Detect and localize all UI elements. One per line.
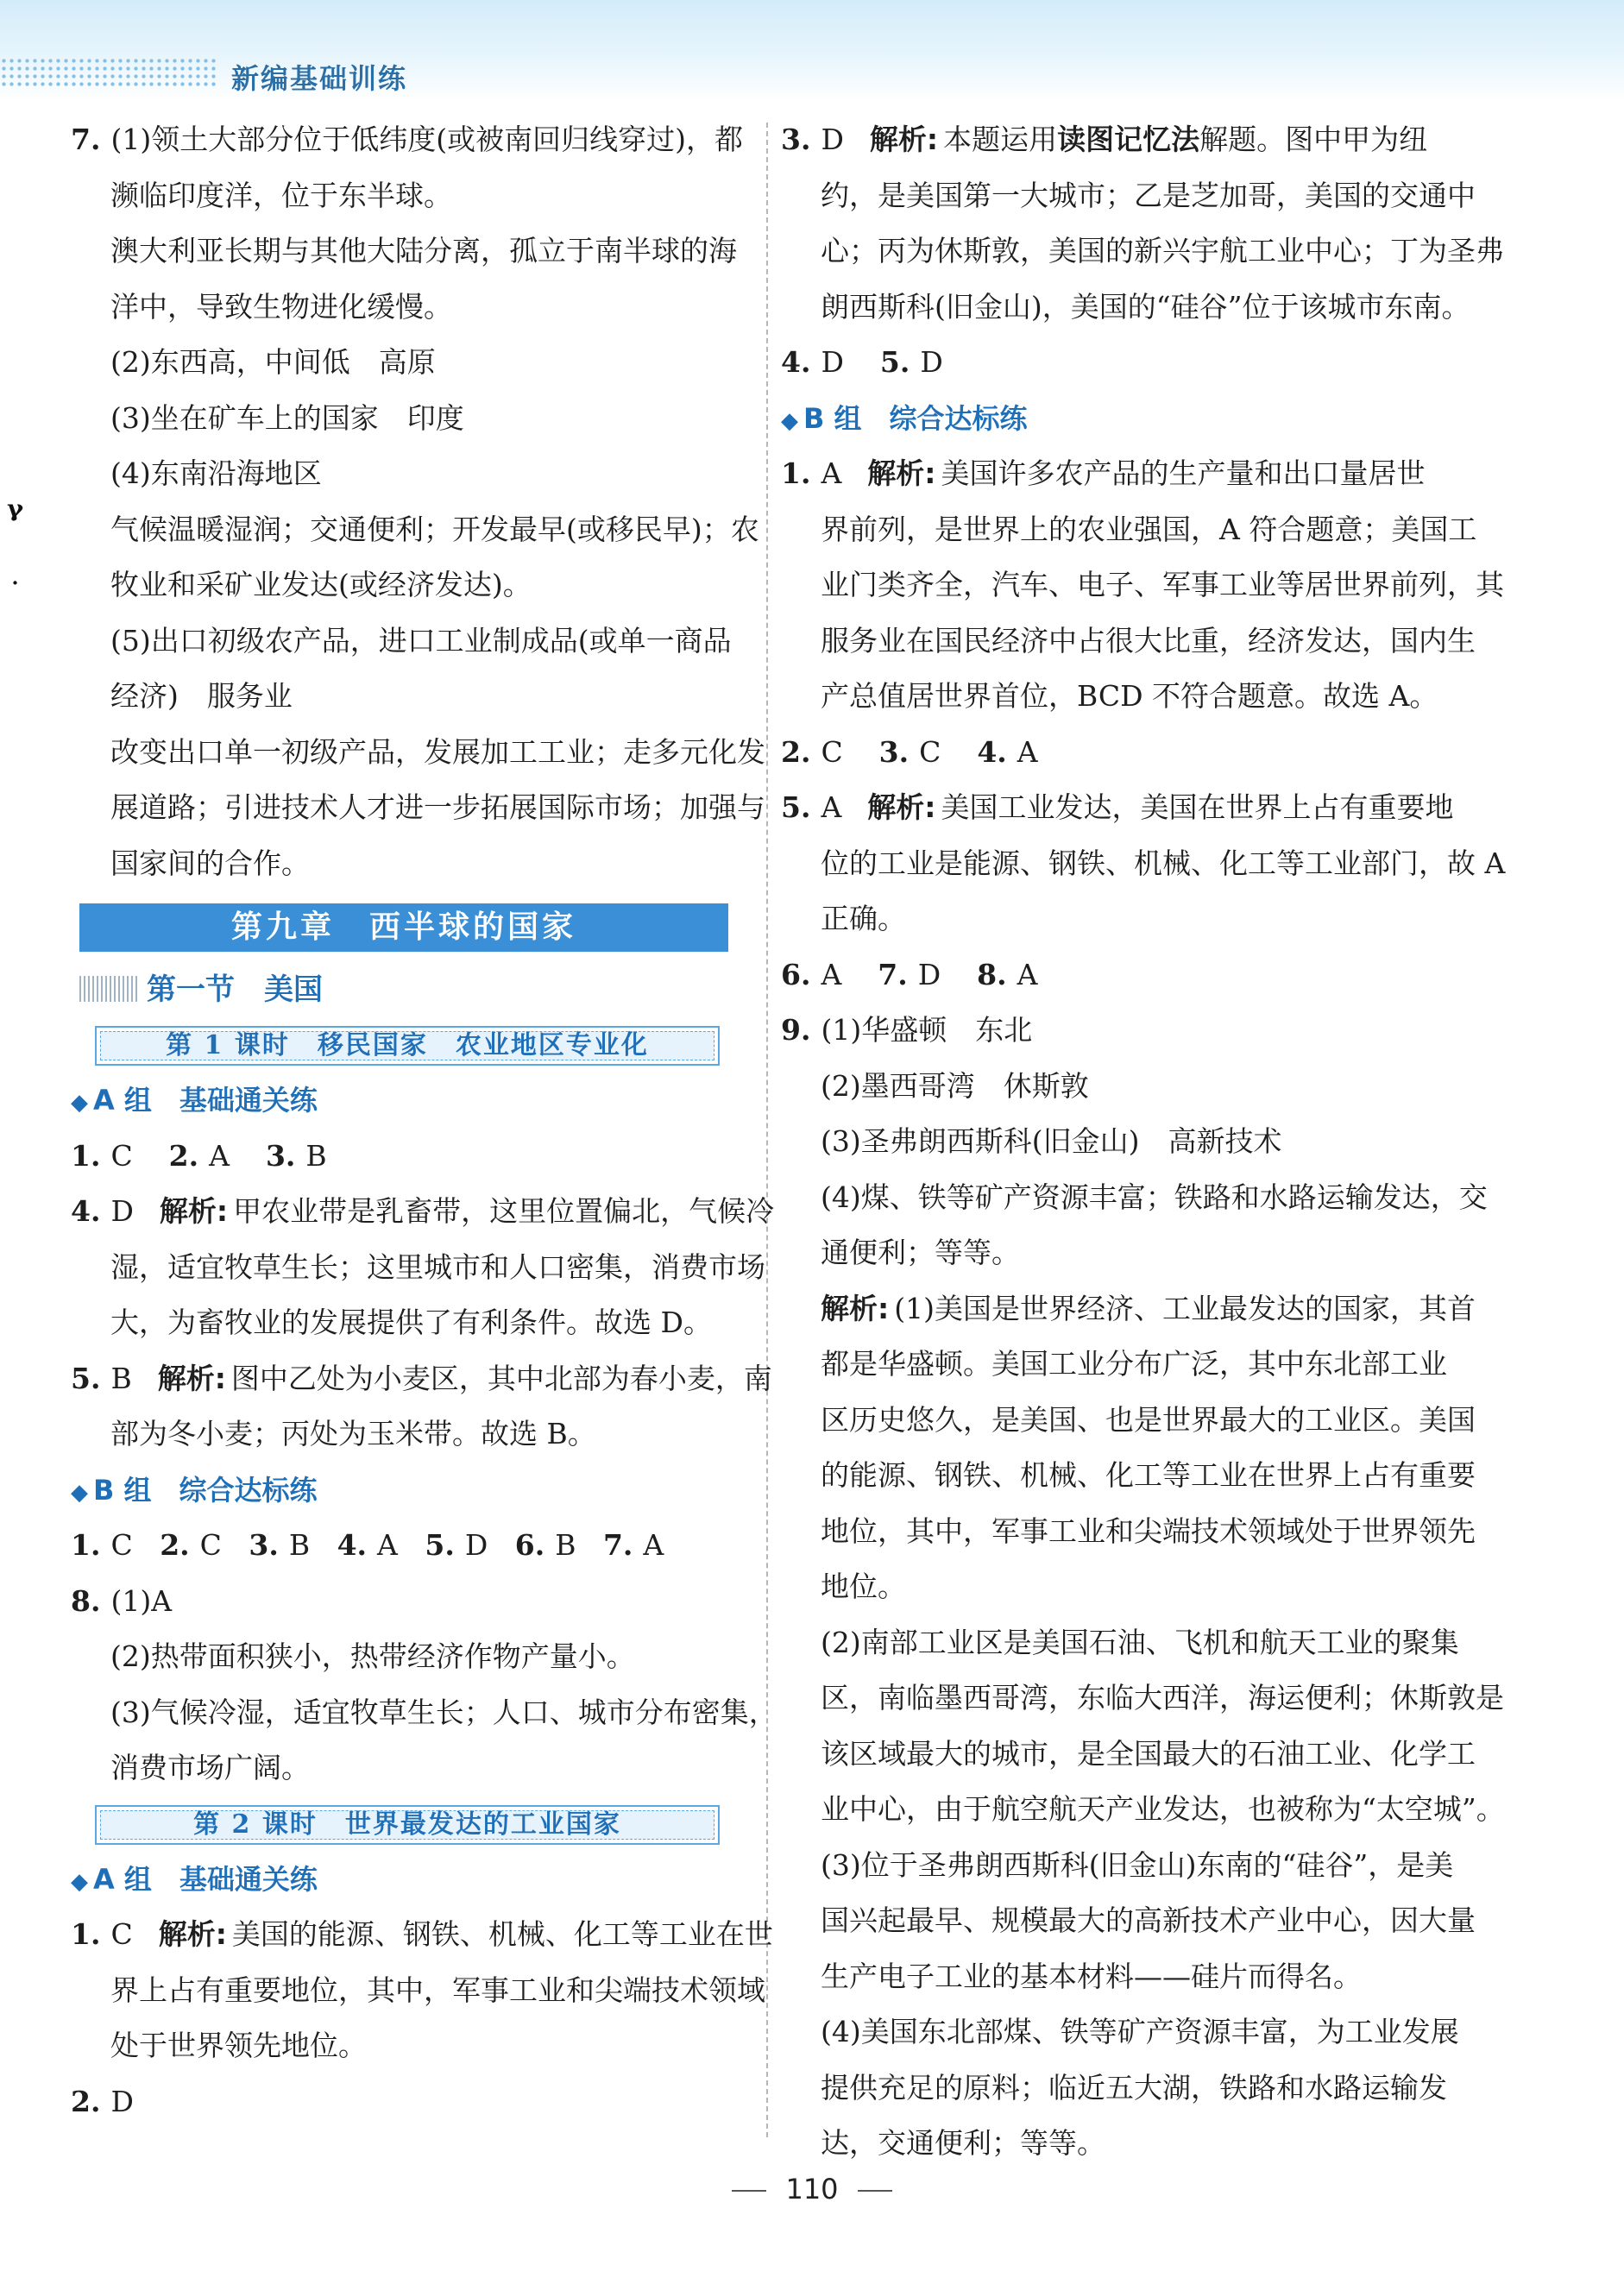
- margin-mark: ˙: [9, 578, 22, 608]
- answer-line: 提供充足的原料；临近五大湖，铁路和水路运输发: [821, 2070, 1447, 2105]
- margin-mark: ᵧ: [7, 479, 24, 525]
- answer-line: 1. C 2. A 3. B: [71, 1138, 327, 1173]
- answer-line: 5. A 解析: 美国工业发达，美国在世界上占有重要地: [781, 790, 1454, 824]
- answer-line: 2. C 3. C 4. A: [781, 734, 1038, 769]
- answer-line: 正确。: [821, 902, 906, 935]
- answer-line: 的能源、钢铁、机械、化工等工业在世界上占有重要: [821, 1458, 1476, 1492]
- answer-line: (3)坐在矿车上的国家 印度: [110, 400, 464, 435]
- answer-line: 业门类齐全，汽车、电子、军事工业等居世界前列，其: [821, 568, 1504, 601]
- answer-line: 生产电子工业的基本材料——硅片而得名。: [821, 1959, 1362, 1993]
- answer-line: 部为冬小麦；丙处为玉米带。故选 B。: [110, 1417, 596, 1450]
- answer-line: 4. D 解析: 甲农业带是乳畜带，这里位置偏北，气候冷: [71, 1194, 775, 1228]
- answer-line: (2)热带面积狭小，热带经济作物产量小。: [110, 1639, 635, 1673]
- lesson-title: 第 2 课时 世界最发达的工业国家: [95, 1805, 720, 1845]
- answer-line: 牧业和采矿业发达(或经济发达)。: [110, 568, 532, 601]
- answer-line: 展道路；引进技术人才进一步拓展国际市场；加强与: [110, 790, 765, 824]
- answer-line: 7. (1)领土大部分位于低纬度(或被南回归线穿过)，都: [71, 123, 743, 156]
- answer-line: 洋中，导致生物进化缓慢。: [110, 289, 452, 324]
- answer-line: 解析: (1)美国是世界经济、工业最发达的国家，其首: [821, 1291, 1476, 1325]
- answer-line: (3)气候冷湿，适宜牧草生长；人口、城市分布密集，: [110, 1695, 777, 1729]
- answer-line: (4)煤、铁等矿产资源丰富；铁路和水路运输发达，交: [821, 1180, 1488, 1214]
- group-heading: ◆ A 组 基础通关练: [71, 1084, 318, 1117]
- answer-line: 区，南临墨西哥湾，东临大西洋，海运便利；休斯敦是: [821, 1681, 1504, 1715]
- answer-line: 澳大利亚长期与其他大陆分离，孤立于南半球的海: [110, 234, 737, 267]
- answer-line: 改变出口单一初级产品，发展加工工业；走多元化发: [110, 734, 765, 769]
- header-title: 新编基础训练: [231, 62, 408, 95]
- answer-line: 通便利；等等。: [821, 1236, 1020, 1269]
- answer-line: 区历史悠久，是美国、也是世界最大的工业区。美国: [821, 1402, 1476, 1437]
- answer-line: 服务业在国民经济中占很大比重，经济发达，国内生: [821, 623, 1476, 658]
- answer-line: 3. D 解析: 本题运用读图记忆法解题。图中甲为纽: [781, 123, 1428, 156]
- group-heading: ◆ A 组 基础通关练: [71, 1862, 318, 1896]
- answer-line: 气候温暖湿润；交通便利；开发最早(或移民早)；农: [110, 512, 759, 546]
- diamond-icon: ◆: [781, 407, 798, 434]
- answer-line: 2. D: [71, 2084, 134, 2118]
- dash-decoration: [858, 2190, 892, 2192]
- answer-line: (2)东西高，中间低 高原: [110, 345, 436, 379]
- answer-line: (3)位于圣弗朗西斯科(旧金山)东南的“硅谷”，是美: [821, 1847, 1454, 1882]
- answer-line: 8. (1)A: [71, 1583, 173, 1618]
- answer-line: (4)美国东北部煤、铁等矿产资源丰富，为工业发展: [821, 2015, 1459, 2048]
- answer-line: 产总值居世界首位，BCD 不符合题意。故选 A。: [821, 679, 1438, 713]
- answer-line: 该区域最大的城市，是全国最大的石油工业、化学工: [821, 1736, 1476, 1771]
- highlight-term: 读图记忆法: [1057, 123, 1200, 156]
- chapter-title: 第九章 西半球的国家: [79, 903, 728, 952]
- answer-line: 国兴起最早、规模最大的高新技术产业中心，因大量: [821, 1903, 1476, 1937]
- answer-line: (4)东南沿海地区: [110, 456, 322, 490]
- answer-line: (2)墨西哥湾 休斯敦: [821, 1068, 1089, 1103]
- answer-line: 界前列，是世界上的农业强国，A 符合题意；美国工: [821, 512, 1477, 546]
- lesson-banner: [71, 1017, 771, 1073]
- answer-line: 处于世界领先地位。: [110, 2029, 367, 2062]
- answer-line: 国家间的合作。: [110, 846, 310, 880]
- diamond-icon: ◆: [71, 1090, 88, 1116]
- right-column: [781, 112, 1506, 2172]
- diamond-icon: ◆: [71, 1479, 88, 1506]
- answer-line: 1. A 解析: 美国许多农产品的生产量和出口量居世: [781, 456, 1426, 490]
- answer-line: 位的工业是能源、钢铁、机械、化工等工业部门，故 A: [821, 846, 1506, 880]
- left-column: [71, 112, 777, 2130]
- answer-line: (5)出口初级农产品，进口工业制成品(或单一商品: [110, 623, 732, 658]
- lesson-title: 第 1 课时 移民国家 农业地区专业化: [95, 1026, 720, 1066]
- answer-line: 9. (1)华盛顿 东北: [781, 1013, 1033, 1047]
- answer-line: 业中心，由于航空航天产业发达，也被称为“太空城”。: [821, 1792, 1505, 1826]
- answer-line: 6. A 7. D 8. A: [781, 957, 1038, 991]
- answer-line: (3)圣弗朗西斯科(旧金山) 高新技术: [821, 1124, 1282, 1158]
- answer-line: (2)南部工业区是美国石油、飞机和航天工业的聚集: [821, 1625, 1459, 1659]
- group-heading: ◆ B 组 综合达标练: [71, 1473, 318, 1507]
- answer-line: 约，是美国第一大城市；乙是芝加哥，美国的交通中: [821, 178, 1476, 212]
- stripe-decoration: [79, 976, 140, 1002]
- diamond-icon: ◆: [71, 1868, 88, 1895]
- answer-line: 1. C 2. C 3. B 4. A 5. D 6. B 7. A: [71, 1528, 664, 1562]
- answer-line: 朗西斯科(旧金山)，美国的“硅谷”位于该城市东南。: [821, 289, 1470, 324]
- answer-line: 消费市场广阔。: [110, 1751, 310, 1784]
- answer-line: 1. C 解析: 美国的能源、钢铁、机械、化工等工业在世: [71, 1917, 773, 1951]
- header-dot-pattern: [0, 57, 216, 86]
- answer-line: 5. B 解析: 图中乙处为小麦区，其中北部为春小麦，南: [71, 1361, 772, 1395]
- dash-decoration: [732, 2190, 766, 2192]
- answer-line: 地位，其中，军事工业和尖端技术领域处于世界领先: [821, 1513, 1476, 1548]
- group-heading: ◆ B 组 综合达标练: [781, 401, 1028, 435]
- answer-line: 心；丙为休斯敦，美国的新兴宇航工业中心；丁为圣弗: [821, 234, 1504, 267]
- page-number: 110: [0, 2173, 1624, 2205]
- lesson-banner: [71, 1796, 771, 1852]
- section-title: 第一节 美国: [71, 962, 771, 1017]
- answer-line: 经济) 服务业: [110, 679, 293, 713]
- answer-line: 湿，适宜牧草生长；这里城市和人口密集，消费市场: [110, 1249, 765, 1284]
- answer-line: 4. D 5. D: [781, 345, 943, 379]
- answer-line: 地位。: [821, 1570, 906, 1603]
- answer-line: 都是华盛顿。美国工业分布广泛，其中东北部工业: [821, 1347, 1447, 1381]
- answer-line: 濒临印度洋，位于东半球。: [110, 178, 452, 212]
- answer-line: 达，交通便利；等等。: [821, 2126, 1105, 2160]
- answer-line: 大，为畜牧业的发展提供了有利条件。故选 D。: [110, 1306, 712, 1339]
- answer-line: 界上占有重要地位，其中，军事工业和尖端技术领域: [110, 1973, 765, 2007]
- header-band: [0, 0, 1624, 102]
